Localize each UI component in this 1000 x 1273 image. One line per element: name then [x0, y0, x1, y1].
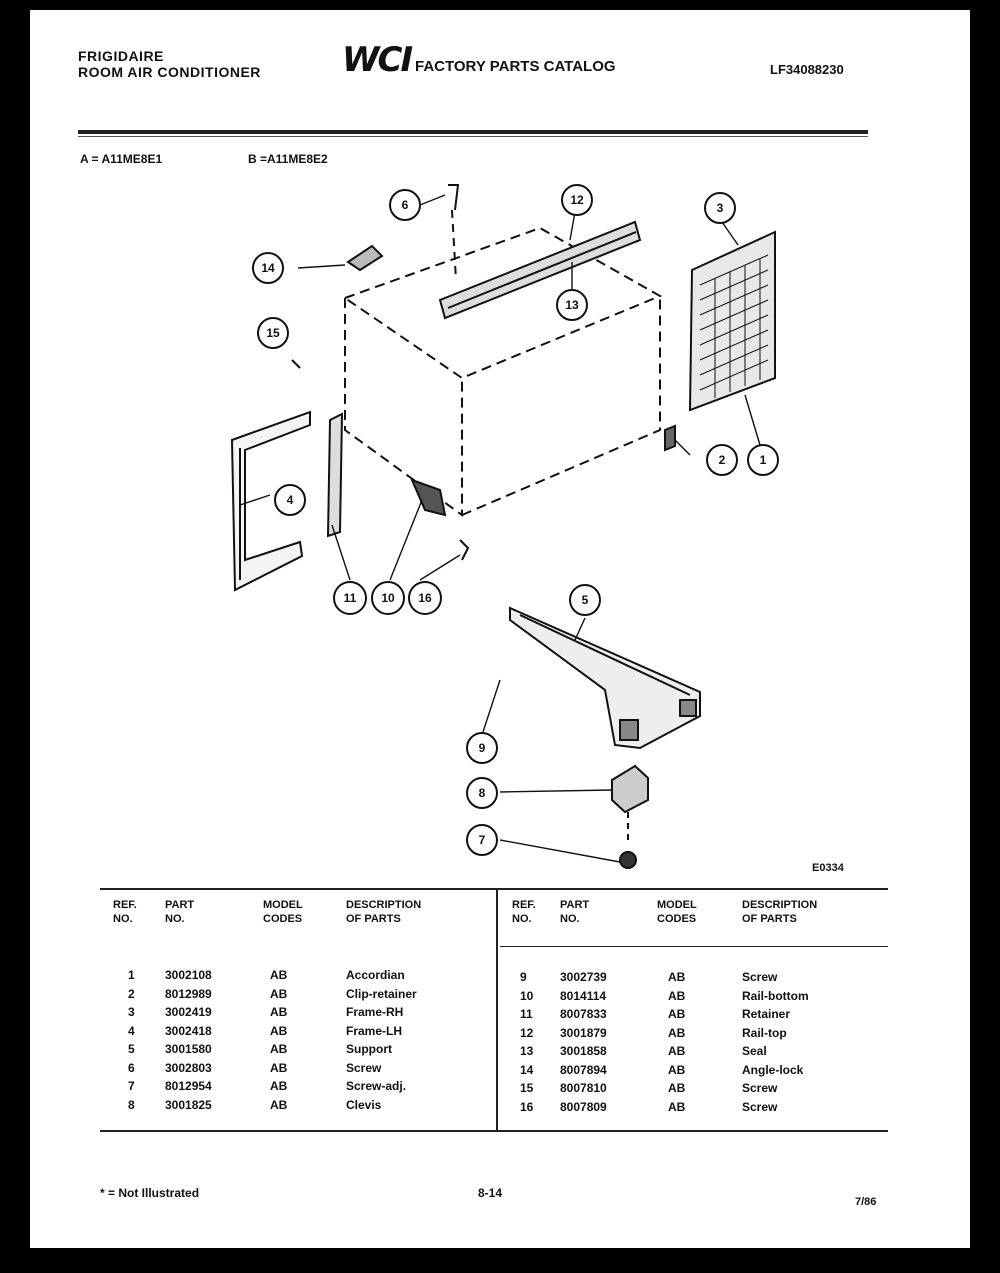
header-desc-left: DESCRIPTION OF PARTS [346, 899, 422, 925]
screw-15 [292, 360, 300, 368]
cell-ref: 3 [128, 1005, 135, 1019]
cell-model: AB [668, 988, 686, 1003]
footnote: * = Not Illustrated [100, 1186, 200, 1200]
cell-ref: 13 [520, 1044, 534, 1058]
cell-ref: 2 [128, 986, 135, 1001]
brand-name: FRIGIDAIRE [78, 48, 164, 64]
cell-ref: 15 [520, 1081, 534, 1095]
cell-desc: Rail-bottom [742, 988, 809, 1003]
callout-label-10: 10 [381, 591, 395, 605]
cell-part: 3002419 [165, 1005, 212, 1019]
model-b: B =A11ME8E2 [248, 152, 328, 166]
callout-label-4: 4 [286, 493, 294, 507]
cell-ref: 1 [128, 968, 135, 982]
screw-16 [460, 540, 468, 560]
callout-label-15: 15 [266, 326, 280, 340]
cell-part: 3002803 [165, 1060, 212, 1075]
header-part-left: PART NO. [165, 899, 195, 925]
cell-model: AB [270, 1023, 288, 1038]
cell-ref: 6 [128, 1060, 135, 1075]
cell-desc: Accordian [346, 968, 405, 982]
cell-part: 8007894 [560, 1062, 607, 1077]
callout-label-13: 13 [565, 298, 579, 312]
cell-ref: 5 [128, 1042, 135, 1056]
cell-part: 8007810 [560, 1081, 607, 1095]
cell-desc: Screw [742, 1081, 778, 1095]
cell-model: AB [668, 1099, 686, 1114]
header-ref-right: REF. NO. [512, 899, 536, 925]
cell-ref: 8 [128, 1097, 135, 1112]
cabinet-front-bottom [462, 296, 660, 515]
cell-part: 8007809 [560, 1099, 607, 1114]
cell-desc: Screw-adj. [346, 1079, 407, 1093]
cell-model: AB [270, 1079, 288, 1093]
product-type: ROOM AIR CONDITIONER [78, 64, 261, 80]
cell-model: AB [270, 1097, 288, 1112]
cell-model: AB [668, 970, 686, 984]
cell-desc: Screw [742, 1099, 778, 1114]
callout-label-11: 11 [343, 591, 357, 605]
header-ref-left: REF. NO. [113, 899, 137, 925]
cell-model: AB [270, 1042, 288, 1056]
cell-ref: 7 [128, 1079, 135, 1093]
callout-label-14: 14 [261, 261, 275, 275]
diagram-code: E0334 [812, 862, 844, 874]
callout-label-12: 12 [570, 193, 584, 207]
cell-part: 3002739 [560, 970, 607, 984]
cell-part: 8012989 [165, 986, 212, 1001]
callout-label-5: 5 [581, 593, 589, 607]
header-part-right: PART NO. [560, 899, 590, 925]
clevis [612, 766, 648, 812]
cell-ref: 14 [520, 1062, 534, 1077]
cell-model: AB [270, 1005, 288, 1019]
accordion-frame-rh [690, 232, 775, 410]
cell-model: AB [668, 1081, 686, 1095]
support-bracket [510, 608, 700, 748]
table-divider [496, 888, 498, 1130]
callout-label-9: 9 [478, 741, 486, 755]
page-number: 8-14 [478, 1186, 503, 1200]
cell-part: 3001879 [560, 1025, 607, 1040]
bottom-rail [412, 480, 445, 515]
cell-part: 3002418 [165, 1023, 212, 1038]
cell-desc: Rail-top [742, 1025, 787, 1040]
cell-model: AB [668, 1044, 686, 1058]
cell-desc: Frame-RH [346, 1005, 404, 1019]
cell-model: AB [270, 986, 288, 1001]
cell-part: 8014114 [560, 988, 607, 1003]
cell-part: 8007833 [560, 1007, 607, 1021]
retainer [328, 414, 342, 536]
cell-desc: Frame-LH [346, 1023, 403, 1038]
header-desc-right: DESCRIPTION OF PARTS [742, 899, 818, 925]
cell-model: AB [270, 1060, 288, 1075]
callout-label-1: 1 [759, 453, 767, 467]
screw-adj [620, 852, 636, 868]
callout-label-7: 7 [478, 833, 486, 847]
cell-desc: Support [346, 1042, 392, 1056]
angle-lock [348, 246, 382, 270]
cell-ref: 12 [520, 1025, 534, 1040]
callout-label-3: 3 [716, 201, 724, 215]
cell-model: AB [270, 968, 288, 982]
cabinet-side [345, 298, 462, 515]
table-top-rule [100, 888, 888, 890]
cell-desc: Seal [742, 1044, 767, 1058]
right-header-rule [500, 946, 888, 947]
cell-part: 3001858 [560, 1044, 607, 1058]
model-a: A = A11ME8E1 [80, 152, 163, 166]
callout-label-6: 6 [401, 198, 409, 212]
cell-ref: 9 [520, 970, 527, 984]
screw-6 [448, 185, 458, 210]
cell-desc: Screw [346, 1060, 382, 1075]
callout-label-2: 2 [718, 453, 726, 467]
wci-logo: WCI [342, 40, 412, 80]
cell-desc: Clevis [346, 1097, 382, 1112]
cell-desc: Clip-retainer [346, 986, 417, 1001]
cell-model: AB [668, 1062, 686, 1077]
revision-date: 7/86 [855, 1196, 877, 1208]
header-model-right: MODEL CODES [657, 899, 697, 925]
document-number: LF34088230 [770, 62, 844, 77]
cell-desc: Retainer [742, 1007, 791, 1021]
cell-ref: 11 [520, 1007, 533, 1021]
cell-ref: 16 [520, 1099, 534, 1114]
clip-retainer [665, 426, 675, 450]
cell-model: AB [668, 1007, 686, 1021]
cell-desc: Screw [742, 970, 778, 984]
cell-part: 3001580 [165, 1042, 212, 1056]
cell-part: 3002108 [165, 968, 212, 982]
callout-label-8: 8 [478, 786, 486, 800]
cell-part: 3001825 [165, 1097, 212, 1112]
header-model-left: MODEL CODES [263, 899, 303, 925]
cell-part: 8012954 [165, 1079, 212, 1093]
table-bottom-rule [100, 1130, 888, 1132]
cell-model: AB [668, 1025, 686, 1040]
cell-ref: 4 [128, 1023, 135, 1038]
cell-desc: Angle-lock [742, 1062, 804, 1077]
cell-ref: 10 [520, 988, 534, 1003]
callout-label-16: 16 [418, 591, 432, 605]
catalog-title: FACTORY PARTS CATALOG [415, 58, 616, 75]
